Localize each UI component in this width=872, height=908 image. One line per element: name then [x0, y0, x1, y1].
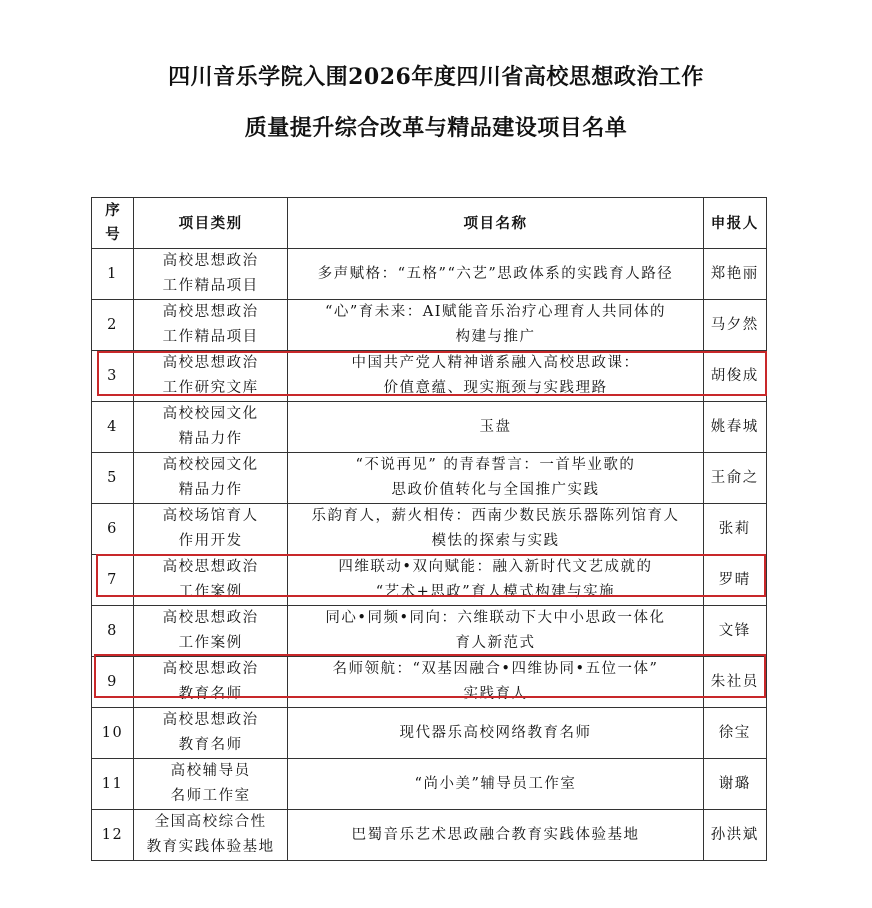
- cell-category-line: 工作研究文库: [162, 380, 259, 396]
- cell-no: [92, 657, 134, 708]
- cell-category-line: 精品力作: [178, 431, 243, 447]
- cell-category: [133, 708, 287, 759]
- table-row: [92, 810, 767, 861]
- cell-project-name-line: 育人新范式: [455, 635, 536, 651]
- cell-category-line: 高校思想政治: [162, 355, 259, 371]
- cell-project-name-line: 现代器乐高校网络教育名师: [399, 724, 592, 741]
- cell-category-line: 教育名师: [178, 686, 243, 702]
- table-row: [92, 351, 767, 402]
- cell-category-line: 工作精品项目: [162, 329, 259, 345]
- cell-project-name-line: “心”育未来：AI赋能音乐治疗心理育人共同体的: [324, 304, 666, 320]
- cell-applicant-line: 孙洪斌: [710, 826, 759, 843]
- header-category: 项目类别: [133, 198, 287, 249]
- header-no: [92, 198, 134, 249]
- cell-category-line: 名师工作室: [170, 788, 251, 804]
- cell-category: [133, 810, 287, 861]
- cell-no-line: 1: [107, 265, 118, 282]
- table-row: [92, 402, 767, 453]
- cell-applicant: [703, 555, 766, 606]
- cell-category: [133, 351, 287, 402]
- cell-category-line: 高校思想政治: [162, 610, 259, 626]
- cell-project-name-line: 乐韵育人，薪火相传：西南少数民族乐器陈列馆育人: [311, 508, 680, 524]
- cell-project-name-line: 构建与推广: [455, 329, 536, 345]
- cell-applicant-line: 胡俊成: [710, 367, 759, 384]
- cell-project-name: [288, 759, 703, 810]
- cell-no: [92, 708, 134, 759]
- cell-applicant: [703, 657, 766, 708]
- cell-applicant: [703, 810, 766, 861]
- cell-applicant-line: 朱社员: [710, 673, 759, 690]
- cell-project-name: [288, 402, 703, 453]
- cell-no: [92, 759, 134, 810]
- cell-category-line: 作用开发: [178, 533, 243, 549]
- cell-project-name: [288, 810, 703, 861]
- cell-applicant: [703, 402, 766, 453]
- cell-category: [133, 402, 287, 453]
- cell-category-line: 高校思想政治: [162, 559, 259, 575]
- cell-no-line: 9: [107, 673, 118, 690]
- header-applicant: 申报人: [703, 198, 766, 249]
- cell-category-line: 全国高校综合性: [154, 814, 267, 830]
- table-row: [92, 555, 767, 606]
- cell-no: [92, 606, 134, 657]
- cell-category: [133, 657, 287, 708]
- cell-applicant: [703, 351, 766, 402]
- cell-project-name-line: 名师领航：“双基因融合•四维协同•五位一体”: [332, 661, 659, 677]
- cell-applicant-line: 徐宝: [718, 724, 751, 741]
- cell-applicant-line: 姚春城: [710, 418, 759, 435]
- cell-project-name-line: 四维联动•双向赋能：融入新时代文艺成就的: [338, 559, 653, 575]
- cell-category-line: 高校校园文化: [162, 406, 259, 422]
- table-header-row: [92, 198, 767, 249]
- cell-applicant: [703, 504, 766, 555]
- cell-category-line: 教育实践体验基地: [146, 839, 275, 855]
- cell-no-line: 10: [101, 724, 124, 741]
- cell-applicant-line: 郑艳丽: [710, 265, 759, 282]
- document-title-line-2: 质量提升综合改革与精品建设项目名单: [244, 115, 628, 141]
- table-row: [92, 504, 767, 555]
- table-row: [92, 453, 767, 504]
- cell-category: [133, 504, 287, 555]
- cell-project-name-line: 价值意蕴、现实瓶颈与实践理路: [383, 380, 608, 396]
- cell-no-line: 5: [107, 469, 118, 486]
- header-name: 项目名称: [288, 198, 703, 249]
- cell-applicant-line: 马夕然: [710, 316, 759, 333]
- cell-project-name-line: 多声赋格：“五格”“六艺”思政体系的实践育人路径: [317, 265, 674, 282]
- cell-category: [133, 555, 287, 606]
- cell-no: [92, 249, 134, 300]
- cell-no: [92, 504, 134, 555]
- cell-no: [92, 810, 134, 861]
- cell-project-name: [288, 300, 703, 351]
- cell-project-name: [288, 657, 703, 708]
- cell-project-name-line: 实践育人: [463, 686, 528, 702]
- table-row: [92, 300, 767, 351]
- cell-project-name-line: 巴蜀音乐艺术思政融合教育实践体验基地: [351, 826, 640, 843]
- table-row: [92, 708, 767, 759]
- project-list-table: [91, 197, 767, 861]
- cell-no: [92, 555, 134, 606]
- cell-category-line: 教育名师: [178, 737, 243, 753]
- cell-no: [92, 351, 134, 402]
- cell-project-name: [288, 453, 703, 504]
- cell-project-name: [288, 351, 703, 402]
- cell-category-line: 工作精品项目: [162, 278, 259, 294]
- cell-category-line: 高校思想政治: [162, 304, 259, 320]
- cell-project-name: [288, 555, 703, 606]
- cell-no-line: 12: [101, 826, 124, 843]
- cell-category: [133, 300, 287, 351]
- cell-project-name: [288, 606, 703, 657]
- cell-applicant-line: 谢璐: [718, 775, 751, 792]
- cell-project-name-line: 模怯的探索与实践: [431, 533, 560, 549]
- cell-applicant: [703, 606, 766, 657]
- cell-no-line: 7: [107, 571, 118, 588]
- cell-category: [133, 606, 287, 657]
- cell-category: [133, 249, 287, 300]
- cell-no-line: 8: [107, 622, 118, 639]
- cell-category-line: 高校校园文化: [162, 457, 259, 473]
- cell-project-name: [288, 708, 703, 759]
- cell-no-line: 6: [107, 520, 118, 537]
- cell-no: [92, 453, 134, 504]
- cell-project-name-line: “艺术+思政”育人模式构建与实施: [375, 584, 616, 600]
- cell-no: [92, 300, 134, 351]
- cell-applicant-line: 文锋: [718, 622, 751, 639]
- table-row: [92, 249, 767, 300]
- cell-applicant-line: 罗晴: [718, 571, 751, 588]
- cell-applicant-line: 王俞之: [710, 469, 759, 486]
- cell-no-line: 3: [107, 367, 118, 384]
- cell-project-name: [288, 504, 703, 555]
- cell-category-line: 工作案例: [178, 584, 243, 600]
- cell-project-name-line: 思政价值转化与全国推广实践: [391, 482, 600, 498]
- cell-applicant: [703, 759, 766, 810]
- cell-category-line: 工作案例: [178, 635, 243, 651]
- cell-category: [133, 453, 287, 504]
- cell-category-line: 高校思想政治: [162, 253, 259, 269]
- table-row: [92, 657, 767, 708]
- cell-no: [92, 402, 134, 453]
- cell-applicant-line: 张莉: [718, 520, 751, 537]
- cell-applicant: [703, 249, 766, 300]
- cell-category-line: 精品力作: [178, 482, 243, 498]
- table-row: [92, 606, 767, 657]
- cell-project-name-line: “不说再见” 的青春誓言：一首毕业歌的: [355, 457, 636, 473]
- cell-category-line: 高校场馆育人: [162, 508, 259, 524]
- cell-applicant: [703, 300, 766, 351]
- cell-category: [133, 759, 287, 810]
- cell-project-name-line: “尚小美”辅导员工作室: [414, 775, 577, 792]
- cell-category-line: 高校思想政治: [162, 661, 259, 677]
- cell-no-line: 11: [101, 775, 124, 792]
- cell-no-line: 4: [107, 418, 118, 435]
- cell-project-name-line: 同心•同频•同向：六维联动下大中小思政一体化: [325, 610, 666, 626]
- header-no-label: 序号: [105, 202, 122, 243]
- cell-category-line: 高校辅导员: [170, 763, 251, 779]
- document-title-line-1: 四川音乐学院入围2026年度四川省高校思想政治工作: [168, 64, 704, 90]
- cell-project-name-line: 玉盘: [479, 418, 512, 435]
- cell-category-line: 高校思想政治: [162, 712, 259, 728]
- table-row: [92, 759, 767, 810]
- cell-project-name: [288, 249, 703, 300]
- cell-applicant: [703, 453, 766, 504]
- cell-applicant: [703, 708, 766, 759]
- cell-no-line: 2: [107, 316, 118, 333]
- cell-project-name-line: 中国共产党人精神谱系融入高校思政课：: [351, 355, 640, 371]
